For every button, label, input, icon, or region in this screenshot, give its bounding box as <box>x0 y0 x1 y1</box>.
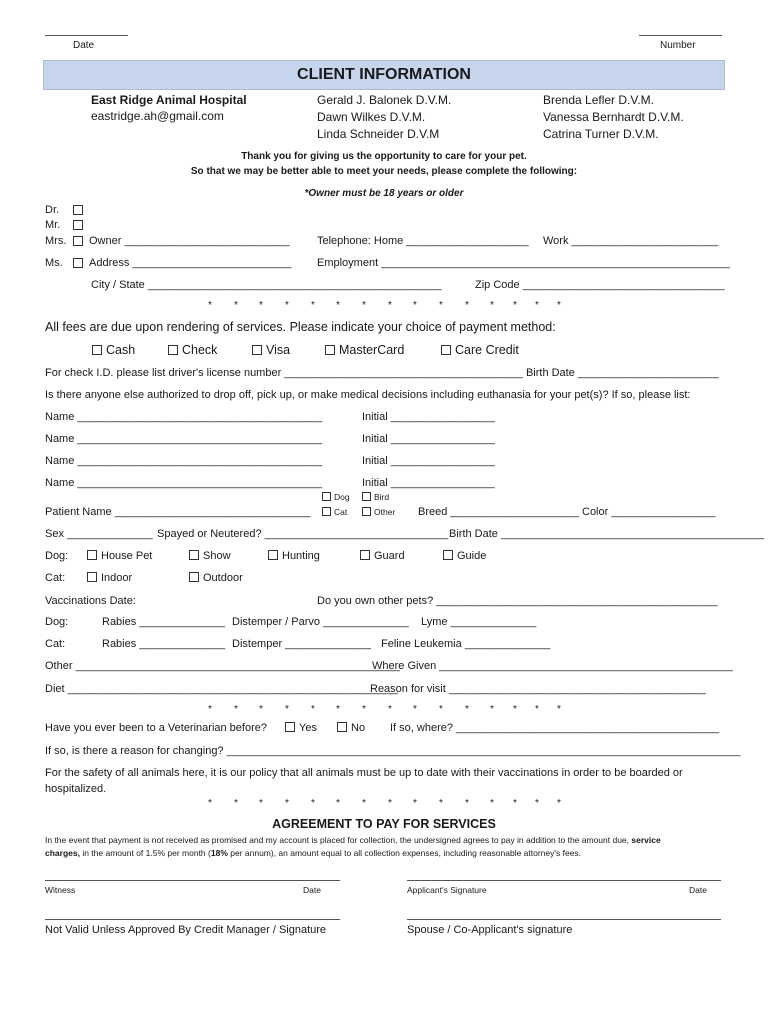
cat-outdoor[interactable]: Outdoor <box>189 572 243 584</box>
zip-code-field[interactable]: Zip Code _________________________________ <box>475 279 725 291</box>
cat-rabies-field[interactable]: Rabies ______________ <box>102 638 225 650</box>
star: * <box>362 704 366 715</box>
no-checkbox[interactable] <box>337 722 347 732</box>
banner-title: CLIENT INFORMATION <box>297 66 471 83</box>
doctor-2: Dawn Wilkes D.V.M. <box>317 110 426 124</box>
vacc-dog-label: Dog: <box>45 616 69 628</box>
star: * <box>285 798 289 809</box>
doctor-5: Vanessa Bernhardt D.V.M. <box>543 110 684 124</box>
bird-checkbox[interactable] <box>362 492 371 501</box>
vacc-cat-label: Cat: <box>45 638 66 650</box>
star: * <box>388 300 392 311</box>
star: * <box>259 300 263 311</box>
work-phone-field[interactable]: Work ________________________ <box>543 235 719 247</box>
vet-before-question: Have you ever been to a Veterinarian before? <box>45 722 267 734</box>
other-pets-field[interactable]: Do you own other pets? ______________________________________________ <box>317 595 718 607</box>
star: * <box>465 704 469 715</box>
authorized-question: Is there anyone else authorized to drop off, pick up, or make medical decisions including euthanasia for your pet(s)? If so, please list: <box>45 389 691 401</box>
dog-guide[interactable]: Guide <box>443 550 486 562</box>
mr-checkbox[interactable] <box>73 220 83 230</box>
star: * <box>557 300 561 311</box>
star: * <box>413 300 417 311</box>
star: * <box>535 704 539 715</box>
species-bird[interactable]: Bird <box>362 492 389 502</box>
star: * <box>490 704 494 715</box>
vet-before-no[interactable]: No <box>337 722 365 734</box>
client-info-banner <box>43 60 725 90</box>
payment-care-credit[interactable]: Care Credit <box>441 343 519 357</box>
mrs-checkbox[interactable] <box>73 236 83 246</box>
cat-type-label: Cat: <box>45 572 66 584</box>
star: * <box>336 300 340 311</box>
star: * <box>311 300 315 311</box>
cat-indoor[interactable]: Indoor <box>87 572 132 584</box>
star: * <box>388 798 392 809</box>
previous-vet-field[interactable]: If so, where? ___________________________________________ <box>390 722 720 734</box>
birth-date-field[interactable]: Birth Date ___________________________________________ <box>449 528 765 540</box>
address-field[interactable]: Address __________________________ <box>89 257 292 269</box>
doctor-1: Gerald J. Balonek D.V.M. <box>317 93 452 107</box>
spouse-signature-label: Spouse / Co-Applicant's signature <box>407 924 573 936</box>
star: * <box>535 300 539 311</box>
vaccinations-date-label: Vaccinations Date: <box>45 595 136 607</box>
hospital-name: East Ridge Animal Hospital <box>91 93 247 107</box>
agreement-title: AGREEMENT TO PAY FOR SERVICES <box>272 817 496 831</box>
star: * <box>557 798 561 809</box>
authorized-initial-1[interactable]: Initial _________________ <box>362 411 495 423</box>
star: * <box>439 300 443 311</box>
star: * <box>336 798 340 809</box>
doctor-4: Brenda Lefler D.V.M. <box>543 93 654 107</box>
house-pet-checkbox[interactable] <box>87 550 97 560</box>
doctor-6: Catrina Turner D.V.M. <box>543 127 659 141</box>
other-vacc-field[interactable]: Other _____________________________________________________ <box>45 660 400 672</box>
star: * <box>465 798 469 809</box>
cash-checkbox[interactable] <box>92 345 102 355</box>
care-credit-checkbox[interactable] <box>441 345 451 355</box>
telephone-home-field[interactable]: Telephone: Home ____________________ <box>317 235 529 247</box>
number-line[interactable] <box>639 35 722 36</box>
star: * <box>535 798 539 809</box>
dog-lyme-field[interactable]: Lyme ______________ <box>421 616 537 628</box>
applicant-signature-label: Applicant's Signature <box>407 885 487 895</box>
breed-field[interactable]: Breed _____________________ <box>418 506 579 518</box>
star: * <box>208 798 212 809</box>
star: * <box>336 704 340 715</box>
payment-cash[interactable]: Cash <box>92 343 135 357</box>
title-ms: Ms. <box>45 257 63 269</box>
policy-line-2: hospitalized. <box>45 783 107 795</box>
authorized-name-3[interactable]: Name ________________________________________ <box>45 455 323 467</box>
star: * <box>557 704 561 715</box>
dog-type-label: Dog: <box>45 550 69 562</box>
reason-for-visit-field[interactable]: Reason for visit __________________________________________ <box>370 683 706 695</box>
star: * <box>208 300 212 311</box>
patient-name-field[interactable]: Patient Name ________________________________ <box>45 506 311 518</box>
payment-check[interactable]: Check <box>168 343 217 357</box>
star: * <box>362 798 366 809</box>
title-mr: Mr. <box>45 219 60 231</box>
dog-show[interactable]: Show <box>189 550 231 562</box>
authorized-name-2[interactable]: Name ________________________________________ <box>45 433 323 445</box>
indoor-checkbox[interactable] <box>87 572 97 582</box>
cat-checkbox[interactable] <box>322 507 331 516</box>
visa-checkbox[interactable] <box>252 345 262 355</box>
title-mrs: Mrs. <box>45 235 66 247</box>
mastercard-checkbox[interactable] <box>325 345 335 355</box>
agreement-text-line-2: charges, in the amount of 1.5% per month (18% per annum), an amount equal to all collection expenses, including reasonable attorney's fees. <box>45 848 582 858</box>
authorized-initial-4[interactable]: Initial _________________ <box>362 477 495 489</box>
reason-changing-field[interactable]: If so, is there a reason for changing? ____________________________________________________________________________________ <box>45 745 741 757</box>
hunting-checkbox[interactable] <box>268 550 278 560</box>
dog-rabies-field[interactable]: Rabies ______________ <box>102 616 225 628</box>
star: * <box>513 798 517 809</box>
star: * <box>259 798 263 809</box>
other-checkbox[interactable] <box>362 507 371 516</box>
dog-house-pet[interactable]: House Pet <box>87 550 152 562</box>
dr-checkbox[interactable] <box>73 205 83 215</box>
intro-line-1: Thank you for giving us the opportunity to care for your pet. <box>241 151 527 162</box>
star: * <box>311 798 315 809</box>
species-dog[interactable]: Dog <box>322 492 350 502</box>
species-other[interactable]: Other <box>362 507 395 517</box>
agreement-text-line-1: In the event that payment is not received as promised and my account is placed for collection, the undersigned agrees to pay in addition to the amount due, service <box>45 835 661 845</box>
guard-checkbox[interactable] <box>360 550 370 560</box>
show-checkbox[interactable] <box>189 550 199 560</box>
star: * <box>439 704 443 715</box>
check-id-field[interactable]: For check I.D. please list driver's license number _______________________________________ Birth Date _______________________ <box>45 367 719 379</box>
title-dr: Dr. <box>45 204 59 216</box>
diet-field[interactable]: Diet ______________________________________________________ <box>45 683 398 695</box>
color-field[interactable]: Color _________________ <box>582 506 716 518</box>
applicant-signature-line[interactable] <box>407 880 721 881</box>
sex-field[interactable]: Sex ______________ <box>45 528 153 540</box>
owner-field[interactable]: Owner ___________________________ <box>89 235 290 247</box>
guide-checkbox[interactable] <box>443 550 453 560</box>
star: * <box>490 300 494 311</box>
authorized-initial-2[interactable]: Initial _________________ <box>362 433 495 445</box>
star: * <box>362 300 366 311</box>
species-cat[interactable]: Cat <box>322 507 347 517</box>
check-checkbox[interactable] <box>168 345 178 355</box>
witness-label: Witness <box>45 885 76 895</box>
hospital-email: eastridge.ah@gmail.com <box>91 109 224 123</box>
vet-before-yes[interactable]: Yes <box>285 722 317 734</box>
star: * <box>285 300 289 311</box>
city-state-field[interactable]: City / State ________________________________________________ <box>91 279 442 291</box>
date-label: Date <box>73 40 95 51</box>
authorized-name-4[interactable]: Name ________________________________________ <box>45 477 323 489</box>
witness-signature-line[interactable] <box>45 880 340 881</box>
yes-checkbox[interactable] <box>285 722 295 732</box>
credit-manager-signature-line[interactable] <box>45 919 340 920</box>
dog-hunting[interactable]: Hunting <box>268 550 320 562</box>
star: * <box>208 704 212 715</box>
cat-distemper-field[interactable]: Distemper ______________ <box>232 638 371 650</box>
spayed-field[interactable]: Spayed or Neutered? ______________________________ <box>157 528 449 540</box>
intro-line-2: So that we may be better able to meet your needs, please complete the following: <box>190 166 578 177</box>
star: * <box>234 704 238 715</box>
owner-age-note: *Owner must be 18 years or older <box>304 188 464 199</box>
witness-date-label: Date <box>303 885 321 895</box>
date-line[interactable] <box>45 35 128 36</box>
star: * <box>285 704 289 715</box>
star: * <box>513 300 517 311</box>
star: * <box>490 798 494 809</box>
payment-heading: All fees are due upon rendering of services. Please indicate your choice of payment method: <box>45 320 556 334</box>
doctor-3: Linda Schneider D.V.M <box>317 127 440 141</box>
star: * <box>259 704 263 715</box>
star: * <box>311 704 315 715</box>
number-label: Number <box>660 40 696 51</box>
star: * <box>413 704 417 715</box>
payment-mastercard[interactable]: MasterCard <box>325 343 404 357</box>
spouse-signature-line[interactable] <box>407 919 721 920</box>
cat-leukemia-field[interactable]: Feline Leukemia ______________ <box>381 638 551 650</box>
employment-field[interactable]: Employment _________________________________________________________ <box>317 257 730 269</box>
star: * <box>388 704 392 715</box>
star: * <box>413 798 417 809</box>
star: * <box>465 300 469 311</box>
outdoor-checkbox[interactable] <box>189 572 199 582</box>
payment-visa[interactable]: Visa <box>252 343 290 357</box>
policy-line-1: For the safety of all animals here, it is our policy that all animals must be up to date with their vaccinations in order to be boarded or <box>45 767 683 779</box>
dog-distemper-field[interactable]: Distemper / Parvo ______________ <box>232 616 409 628</box>
star: * <box>234 798 238 809</box>
authorized-name-1[interactable]: Name ________________________________________ <box>45 411 323 423</box>
dog-checkbox[interactable] <box>322 492 331 501</box>
ms-checkbox[interactable] <box>73 258 83 268</box>
dog-guard[interactable]: Guard <box>360 550 405 562</box>
star: * <box>439 798 443 809</box>
authorized-initial-3[interactable]: Initial _________________ <box>362 455 495 467</box>
applicant-date-label: Date <box>689 885 707 895</box>
where-given-field[interactable]: Where Given ________________________________________________ <box>372 660 733 672</box>
credit-manager-label: Not Valid Unless Approved By Credit Manager / Signature <box>45 924 327 936</box>
star: * <box>513 704 517 715</box>
star: * <box>234 300 238 311</box>
